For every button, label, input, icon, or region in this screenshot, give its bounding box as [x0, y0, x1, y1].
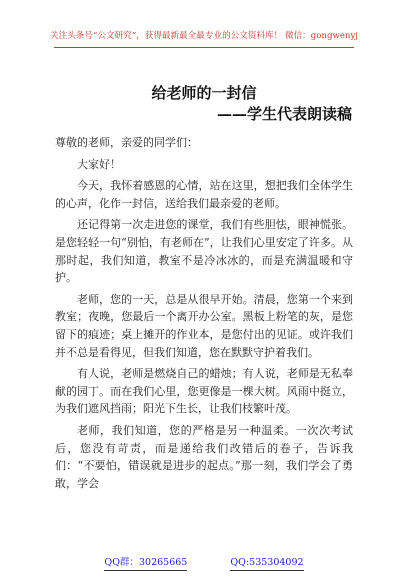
header-divider	[54, 47, 354, 48]
body-paragraph: 今天，我怀着感恩的心情，站在这里，想把我们全体学生的心声，化作一封信，送给我们最亲爱的老师。	[55, 179, 353, 210]
body-paragraph: 还记得第一次走进您的课堂，我们有些胆怯，眼神慌张。是您轻轻一句“别怕，有老师在”，让我们心里安定了许多。从那时起，我们知道，教室不是冷冰冰的，而是充满温暖和守护。	[55, 218, 353, 285]
letter-body	[55, 134, 353, 496]
greeting-paragraph: 大家好！	[77, 157, 121, 171]
salutation-paragraph: 尊敬的老师，亲爱的同学们：	[55, 136, 198, 149]
body-paragraph: 老师，您的一天，总是从很早开始。清晨，您第一个来到教室；夜晚，您最后一个离开办公室。黑板上粉笔的灰，是您留下的痕迹；桌上摊开的作业本，是您付出的见证。或许我们并不总是看得见，但我们知道，您在默默守护着我们。	[55, 292, 353, 359]
body-paragraph: 老师，我们知道，您的严格是另一种温柔。一次次考试后，您没有苛责，而是递给我们改错后的卷子，告诉我们：“不要怕，错误就是进步的起点。”那一刻，我们学会了勇敢，学会	[55, 423, 353, 490]
footer-contact	[0, 557, 408, 571]
footer-qq-number[interactable]: QQ:535304092	[230, 557, 303, 571]
footer-qq-group[interactable]: QQ群：30265665	[104, 557, 187, 571]
header-promo-text: 关注头条号“公文研究”，获得最新最全最专业的公文资料库！ 微信：gongwenyj	[50, 31, 358, 41]
body-paragraph: 有人说，老师是燃烧自己的蜡烛；有人说，老师是无私奉献的园丁。而在我们心里，您更像是一棵大树。风雨中挺立，为我们遮风挡雨；阳光下生长，让我们枝繁叶茂。	[55, 367, 353, 416]
letter-subtitle: ——学生代表朗读稿	[216, 105, 352, 123]
letter-title: 给老师的一封信	[151, 84, 257, 102]
